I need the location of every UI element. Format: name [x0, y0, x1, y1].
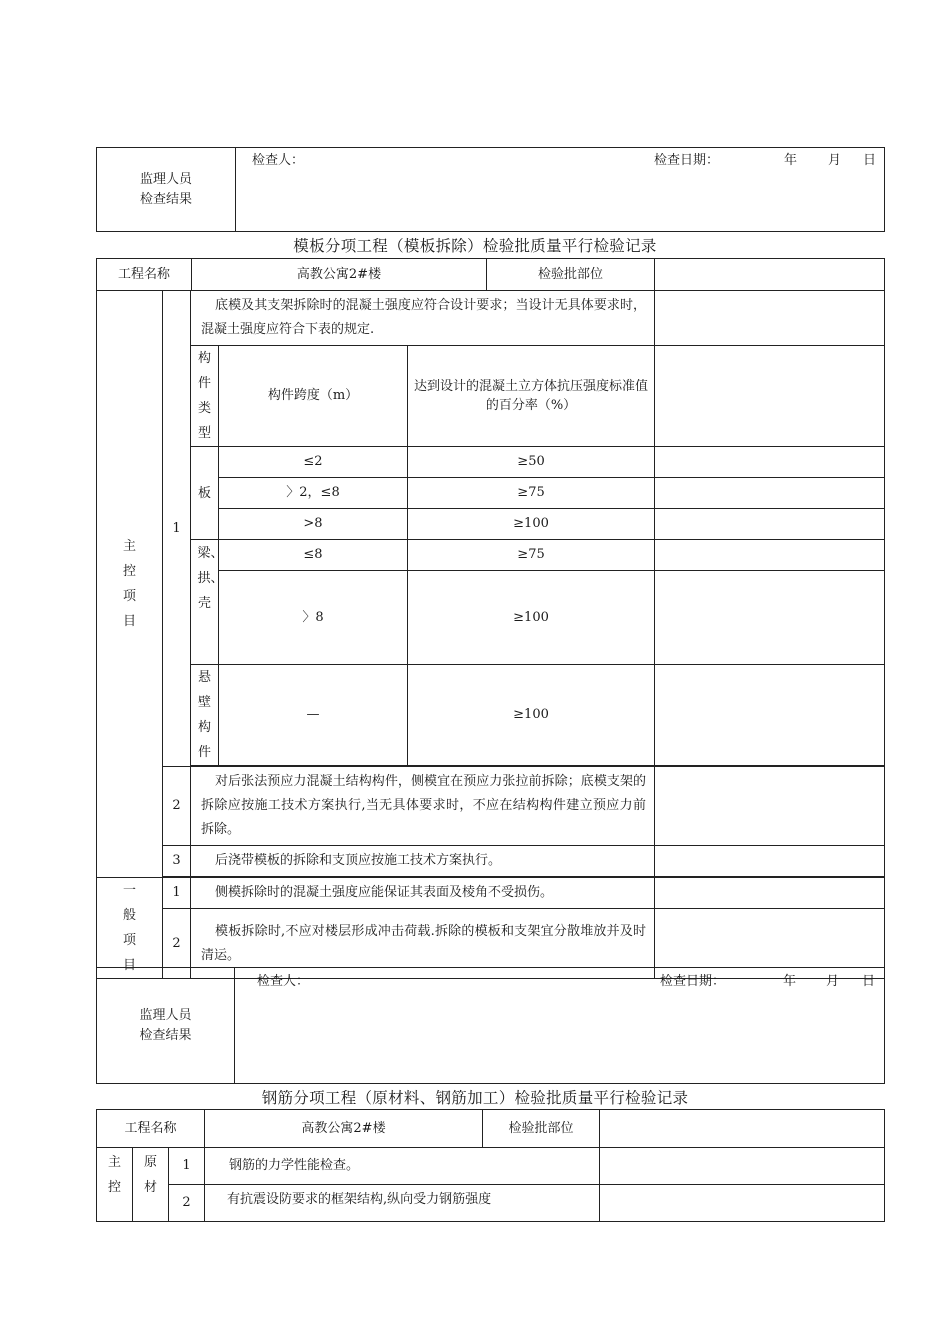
form1-supervisor-table — [96, 967, 885, 1084]
main-control-label-cell — [97, 291, 163, 878]
general-label: 一般项目 — [122, 883, 136, 973]
slab-row1-percent: ≥50 — [408, 447, 655, 478]
beam-row1-result — [655, 540, 885, 571]
day-label: 日 — [863, 153, 877, 168]
form1-year-label: 年 — [783, 974, 797, 989]
form1-supervisor-label-line1: 监理人员 — [139, 1008, 192, 1023]
slab-row3-span: >8 — [219, 509, 408, 540]
main-item2-number: 2 — [163, 767, 191, 846]
form2-table — [96, 1109, 885, 1222]
form2-title: 钢筋分项工程（原材料、钢筋加工）检验批质量平行检验记录 — [261, 1089, 689, 1107]
slab-label: 板 — [197, 485, 211, 501]
beam-row2-span: 〉8 — [219, 571, 408, 665]
slab-row2-span: 〉2，≤8 — [219, 478, 408, 509]
slab-row1-result — [655, 447, 885, 478]
general-item1-result — [655, 878, 885, 909]
form2-project-name-label: 工程名称 — [97, 1110, 205, 1148]
slab-row3-result — [655, 509, 885, 540]
general-item2-text: 模板拆除时,不应对楼层形成冲击荷载.拆除的模板和支架宜分散堆放并及时清运。 — [191, 909, 655, 979]
slab-row3-percent: ≥100 — [408, 509, 655, 540]
supervisor-label-cell — [97, 148, 236, 232]
general-item1-number: 1 — [163, 878, 191, 909]
form2-row1-text: 钢筋的力学性能检查。 — [205, 1148, 600, 1185]
beam-row1-span: ≤8 — [219, 540, 408, 571]
form2-row1-number: 1 — [169, 1148, 205, 1185]
beam-row2-result — [655, 571, 885, 665]
form1-supervisor-result-cell — [235, 968, 885, 1084]
header-percent: 达到设计的混凝土立方体抗压强度标准值的百分率（%） — [408, 346, 655, 447]
form1-supervisor-label-line2: 检查结果 — [139, 1027, 192, 1043]
form1-body-table — [96, 290, 885, 979]
beam-row2-percent: ≥100 — [408, 571, 655, 665]
form2-main-control-cell — [97, 1148, 133, 1222]
form2-raw-material-label: 原材 — [143, 1155, 157, 1195]
form1-header-table — [96, 258, 885, 291]
inspector-label: 检查人： — [252, 153, 305, 168]
main-item1-number: 1 — [163, 291, 191, 767]
beam-row1-percent: ≥75 — [408, 540, 655, 571]
slab-row2-result — [655, 478, 885, 509]
main-item1-text: 底模及其支架拆除时的混凝土强度应符合设计要求；当设计无具体要求时，混凝土强度应符合下表的规定. — [191, 291, 655, 346]
month-label: 月 — [828, 153, 842, 168]
main-item2-result — [655, 767, 885, 846]
form1-day-label: 日 — [862, 974, 876, 989]
main-item2-text: 对后张法预应力混凝土结构构件，侧模宜在预应力张拉前拆除；底模支架的拆除应按施工技术方案执行,当无具体要求时，不应在结构构件建立预应力前拆除。 — [191, 767, 655, 846]
slab-label-cell — [191, 447, 219, 540]
header-result — [655, 346, 885, 447]
supervisor-result-cell — [236, 148, 885, 232]
form1-date-label: 检查日期： — [660, 974, 726, 989]
batch-location-label: 检验批部位 — [487, 259, 655, 291]
form2-batch-location-value — [600, 1110, 885, 1148]
slab-row2-percent: ≥75 — [408, 478, 655, 509]
form1-inspector-label: 检查人： — [257, 974, 310, 989]
form2-project-name-value: 高教公寓2#楼 — [205, 1110, 483, 1148]
general-item2-number: 2 — [163, 909, 191, 979]
beam-label-cell — [191, 540, 224, 665]
form2-raw-material-cell — [133, 1148, 169, 1222]
project-name-value: 高教公寓2#楼 — [192, 259, 487, 291]
general-label-cell — [97, 878, 163, 979]
supervisor-label-line2: 检查结果 — [139, 191, 192, 207]
supervisor-label-line1: 监理人员 — [139, 172, 192, 187]
form1-month-label: 月 — [826, 974, 840, 989]
cantilever-percent: ≥100 — [408, 665, 655, 766]
slab-row1-span: ≤2 — [219, 447, 408, 478]
header-type-cell — [191, 346, 219, 447]
project-name-label: 工程名称 — [97, 259, 192, 291]
date-label: 检查日期： — [654, 153, 720, 168]
form2-batch-location-label: 检验批部位 — [483, 1110, 600, 1148]
general-item1-text: 侧模拆除时的混凝土强度应能保证其表面及棱角不受损伤。 — [191, 878, 655, 909]
main-item3-text: 后浇带模板的拆除和支顶应按施工技术方案执行。 — [191, 846, 655, 877]
cantilever-span: — — [219, 665, 408, 766]
form2-main-control-label: 主控 — [107, 1155, 121, 1195]
main-item3-number: 3 — [163, 846, 191, 877]
top-supervisor-table — [96, 147, 885, 232]
form2-row2-number: 2 — [169, 1185, 205, 1222]
header-type: 构件类型 — [197, 351, 211, 441]
form1-title: 模板分项工程（模板拆除）检验批质量平行检验记录 — [293, 237, 657, 255]
main-control-label: 主控项目 — [122, 539, 136, 629]
cantilever-label-cell — [191, 665, 219, 766]
cantilever-label: 悬壁构件 — [197, 670, 211, 760]
form2-row2-text: 有抗震设防要求的框架结构,纵向受力钢筋强度 — [205, 1185, 600, 1222]
form2-row2-result — [600, 1185, 885, 1222]
cantilever-result — [655, 665, 885, 766]
year-label: 年 — [784, 153, 798, 168]
batch-location-value — [655, 259, 885, 291]
main-item3-result — [655, 846, 885, 877]
form2-row1-result — [600, 1148, 885, 1185]
header-span: 构件跨度（m） — [219, 346, 408, 447]
main-item1-result — [655, 291, 885, 346]
beam-label: 梁、拱、壳 — [197, 546, 224, 611]
form1-supervisor-label-cell — [97, 968, 235, 1084]
